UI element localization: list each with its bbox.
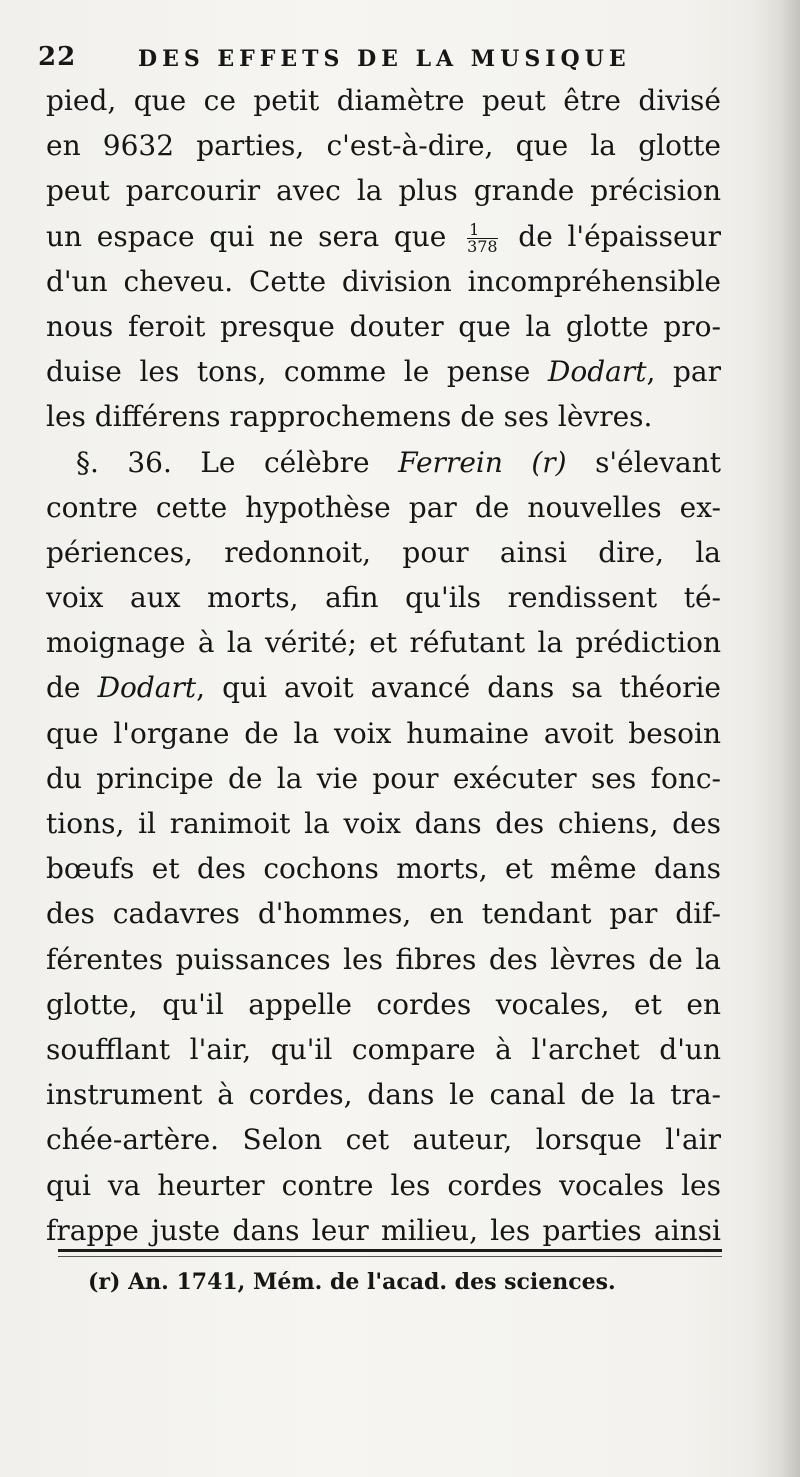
text-line: contre cette hypothèse par de nouvelles ex- bbox=[46, 490, 721, 524]
paragraph-start-line bbox=[46, 440, 721, 485]
footnote-rule bbox=[58, 1249, 722, 1252]
body-text bbox=[46, 78, 721, 1253]
text-line: voix aux morts, afin qu'ils rendissent té- bbox=[46, 581, 721, 615]
text-line: instrument à cordes, dans le canal de la tra- bbox=[46, 1078, 721, 1112]
name-ferrein: Ferrein bbox=[398, 445, 503, 479]
text-line: périences, redonnoit, pour ainsi dire, la bbox=[46, 535, 721, 569]
text-line: tions, il ranimoit la voix dans des chiens, des bbox=[46, 807, 721, 840]
text-line: en 9632 parties, c'est-à-dire, que la glotte bbox=[46, 129, 721, 163]
fraction-line-after: de l'épaisseur bbox=[518, 219, 721, 253]
text-line: soufflant l'air, qu'il compare à l'archet d'un bbox=[46, 1032, 721, 1066]
name-dodart: Dodart bbox=[97, 671, 197, 705]
text-line bbox=[46, 349, 721, 394]
text-segment: , qui avoit avancé dans sa théorie bbox=[196, 671, 721, 705]
text-line: d'un cheveu. Cette division incompréhensible bbox=[46, 264, 721, 298]
text-segment: s'élevant bbox=[595, 445, 721, 479]
text-line: férentes puissances les fibres des lèvres de la bbox=[46, 942, 721, 976]
fraction-numerator: 1 bbox=[467, 222, 498, 239]
running-head: DES EFFETS DE LA MUSIQUE bbox=[138, 46, 631, 72]
text-line: frappe juste dans leur milieu, les parties ainsi bbox=[46, 1213, 721, 1247]
page-number: 22 bbox=[38, 42, 77, 72]
text-segment: , par bbox=[646, 355, 721, 389]
fraction-denominator: 378 bbox=[467, 236, 498, 256]
text-line: des cadavres d'hommes, en tendant par dif- bbox=[46, 897, 721, 931]
text-line: du principe de la vie pour exécuter ses fonc- bbox=[46, 761, 721, 795]
text-line: que l'organe de la voix humaine avoit besoin bbox=[46, 716, 721, 750]
footnote: (r) An. 1741, Mém. de l'acad. des sciences. bbox=[88, 1269, 616, 1295]
text-line: pied, que ce petit diamètre peut être divisé bbox=[46, 84, 721, 117]
text-line-with-fraction bbox=[46, 214, 721, 259]
fraction-line-before: un espace qui ne sera que bbox=[46, 219, 447, 253]
text-line: qui va heurter contre les cordes vocales les bbox=[46, 1168, 721, 1202]
section-marker: §. 36. Le célèbre bbox=[76, 445, 370, 479]
footnote-rule-thin bbox=[58, 1256, 722, 1257]
text-segment: duise les tons, comme le pense bbox=[46, 355, 531, 389]
text-line bbox=[46, 665, 721, 710]
text-line: peut parcourir avec la plus grande précision bbox=[46, 174, 721, 208]
text-line: moignage à la vérité; et réfutant la prédiction bbox=[46, 626, 721, 660]
page-edge-shadow bbox=[754, 0, 800, 1477]
text-line: glotte, qu'il appelle cordes vocales, et en bbox=[46, 987, 721, 1021]
text-line: chée-artère. Selon cet auteur, lorsque l'air bbox=[46, 1123, 721, 1157]
text-line: nous feroit presque douter que la glotte pro- bbox=[46, 309, 721, 343]
text-line: bœufs et des cochons morts, et même dans bbox=[46, 852, 721, 886]
fraction bbox=[467, 219, 498, 256]
name-dodart: Dodart bbox=[547, 355, 647, 389]
footnote-ref: (r) bbox=[531, 445, 567, 479]
page-header bbox=[38, 42, 718, 78]
text-segment: de bbox=[46, 671, 81, 705]
text-line: les différens rapprochemens de ses lèvres. bbox=[46, 400, 653, 434]
